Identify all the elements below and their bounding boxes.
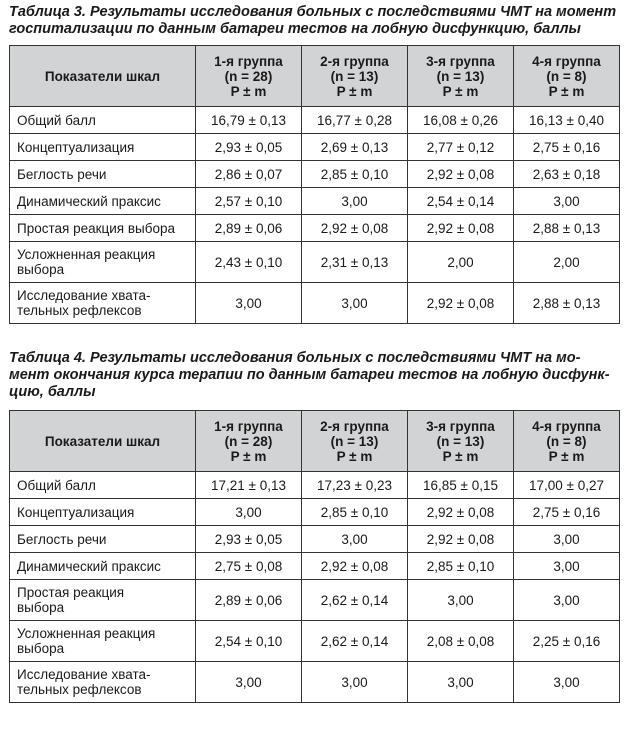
row-label-line: выбора xyxy=(17,262,65,277)
group-size: (n = 13) xyxy=(436,433,485,449)
cell-value: 2,75 ± 0,08 xyxy=(196,553,302,580)
group-size: (n = 8) xyxy=(546,433,587,449)
cell-value: 3,00 xyxy=(514,662,620,703)
column-header-group-1 xyxy=(196,411,302,472)
group-name: 1-я группа xyxy=(214,53,283,69)
group-size: (n = 13) xyxy=(436,68,485,84)
cell-value: 2,92 ± 0,08 xyxy=(408,283,514,324)
row-label: Простая реакция выбора xyxy=(10,215,196,242)
cell-value: 2,25 ± 0,16 xyxy=(514,621,620,662)
group-size: (n = 28) xyxy=(224,433,273,449)
table-row xyxy=(10,580,620,621)
row-label: Беглость речи xyxy=(10,161,196,188)
cell-value: 16,79 ± 0,13 xyxy=(196,107,302,134)
row-label xyxy=(10,621,196,662)
cell-value: 3,00 xyxy=(514,526,620,553)
cell-value: 2,86 ± 0,07 xyxy=(196,161,302,188)
cell-value: 16,85 ± 0,15 xyxy=(408,472,514,499)
cell-value: 3,00 xyxy=(196,662,302,703)
cell-value: 2,75 ± 0,16 xyxy=(514,499,620,526)
group-size: (n = 13) xyxy=(330,433,379,449)
table-row xyxy=(10,283,620,324)
row-label-line: тельных рефлексов xyxy=(17,682,142,697)
group-stat: P ± m xyxy=(336,448,373,464)
row-label-line: Усложненная реакция xyxy=(17,626,156,641)
table-row xyxy=(10,188,620,215)
table-row xyxy=(10,107,620,134)
table-row xyxy=(10,621,620,662)
row-label-line: выбора xyxy=(17,600,65,615)
cell-value: 2,85 ± 0,10 xyxy=(408,553,514,580)
group-size: (n = 13) xyxy=(330,68,379,84)
group-stat: P ± m xyxy=(336,83,373,99)
cell-value: 16,13 ± 0,40 xyxy=(514,107,620,134)
cell-value: 3,00 xyxy=(302,283,408,324)
table-row xyxy=(10,242,620,283)
group-stat: P ± m xyxy=(442,83,479,99)
cell-value: 3,00 xyxy=(196,499,302,526)
cell-value: 2,88 ± 0,13 xyxy=(514,215,620,242)
cell-value: 2,54 ± 0,14 xyxy=(408,188,514,215)
row-label: Общий балл xyxy=(10,107,196,134)
table-row xyxy=(10,134,620,161)
row-label xyxy=(10,242,196,283)
table-row xyxy=(10,662,620,703)
cell-value: 3,00 xyxy=(408,662,514,703)
cell-value: 2,92 ± 0,08 xyxy=(408,215,514,242)
cell-value: 2,93 ± 0,05 xyxy=(196,134,302,161)
table-3-caption: Таблица 3. Результаты исследования больных с последствиями ЧМТ на момент госпитализации по данным батареи тестов на лобную дисфункцию, баллы xyxy=(9,4,617,37)
table-header-row xyxy=(10,46,620,107)
column-header-group-3 xyxy=(408,411,514,472)
column-header-group-1 xyxy=(196,46,302,107)
cell-value: 2,89 ± 0,06 xyxy=(196,215,302,242)
group-stat: P ± m xyxy=(548,83,585,99)
row-label xyxy=(10,283,196,324)
cell-value: 2,08 ± 0,08 xyxy=(408,621,514,662)
cell-value: 16,08 ± 0,26 xyxy=(408,107,514,134)
table-row xyxy=(10,472,620,499)
cell-value: 3,00 xyxy=(514,553,620,580)
cell-value: 2,62 ± 0,14 xyxy=(302,621,408,662)
cell-value: 2,92 ± 0,08 xyxy=(302,553,408,580)
column-header-group-4 xyxy=(514,46,620,107)
row-label xyxy=(10,580,196,621)
group-stat: P ± m xyxy=(442,448,479,464)
column-header-group-3 xyxy=(408,46,514,107)
group-name: 2-я группа xyxy=(320,53,389,69)
table-row xyxy=(10,499,620,526)
table-row xyxy=(10,553,620,580)
group-name: 1-я группа xyxy=(214,418,283,434)
table-row xyxy=(10,215,620,242)
cell-value: 17,23 ± 0,23 xyxy=(302,472,408,499)
cell-value: 3,00 xyxy=(408,580,514,621)
row-label-line: выбора xyxy=(17,641,65,656)
group-stat: P ± m xyxy=(230,83,267,99)
cell-value: 2,92 ± 0,08 xyxy=(302,215,408,242)
cell-value: 2,62 ± 0,14 xyxy=(302,580,408,621)
cell-value: 2,85 ± 0,10 xyxy=(302,499,408,526)
group-name: 3-я группа xyxy=(426,418,495,434)
cell-value: 2,75 ± 0,16 xyxy=(514,134,620,161)
group-size: (n = 28) xyxy=(224,68,273,84)
group-name: 2-я группа xyxy=(320,418,389,434)
group-name: 4-я группа xyxy=(532,418,601,434)
column-header-indicators: Показатели шкал xyxy=(10,46,196,107)
group-stat: P ± m xyxy=(548,448,585,464)
cell-value: 2,69 ± 0,13 xyxy=(302,134,408,161)
row-label: Концептуализация xyxy=(10,134,196,161)
group-name: 4-я группа xyxy=(532,53,601,69)
column-header-group-2 xyxy=(302,46,408,107)
cell-value: 3,00 xyxy=(514,580,620,621)
row-label: Динамический праксис xyxy=(10,188,196,215)
cell-value: 2,93 ± 0,05 xyxy=(196,526,302,553)
table-header-row xyxy=(10,411,620,472)
cell-value: 2,43 ± 0,10 xyxy=(196,242,302,283)
group-stat: P ± m xyxy=(230,448,267,464)
row-label-line: Простая реакция xyxy=(17,585,125,600)
cell-value: 2,00 xyxy=(408,242,514,283)
row-label: Беглость речи xyxy=(10,526,196,553)
cell-value: 2,92 ± 0,08 xyxy=(408,499,514,526)
cell-value: 3,00 xyxy=(302,662,408,703)
cell-value: 17,00 ± 0,27 xyxy=(514,472,620,499)
row-label xyxy=(10,662,196,703)
cell-value: 2,92 ± 0,08 xyxy=(408,526,514,553)
cell-value: 2,00 xyxy=(514,242,620,283)
cell-value: 2,57 ± 0,10 xyxy=(196,188,302,215)
row-label: Концептуализация xyxy=(10,499,196,526)
table-row xyxy=(10,161,620,188)
row-label-line: Усложненная реакция xyxy=(17,247,156,262)
cell-value: 16,77 ± 0,28 xyxy=(302,107,408,134)
cell-value: 2,85 ± 0,10 xyxy=(302,161,408,188)
cell-value: 2,63 ± 0,18 xyxy=(514,161,620,188)
column-header-indicators: Показатели шкал xyxy=(10,411,196,472)
column-header-group-2 xyxy=(302,411,408,472)
cell-value: 17,21 ± 0,13 xyxy=(196,472,302,499)
cell-value: 2,88 ± 0,13 xyxy=(514,283,620,324)
cell-value: 2,54 ± 0,10 xyxy=(196,621,302,662)
row-label: Динамический праксис xyxy=(10,553,196,580)
table-3 xyxy=(9,45,620,324)
group-name: 3-я группа xyxy=(426,53,495,69)
table-4-caption: Таблица 4. Результаты исследования больных с последствиями ЧМТ на мо-мент окончания курса терапии по данным батареи тестов на лобную дисфунк-цию, баллы xyxy=(9,350,610,400)
cell-value: 3,00 xyxy=(302,188,408,215)
row-label-line: Исследование хвата- xyxy=(17,667,151,682)
row-label-line: тельных рефлексов xyxy=(17,303,142,318)
table-4 xyxy=(9,410,620,703)
cell-value: 2,77 ± 0,12 xyxy=(408,134,514,161)
row-label: Общий балл xyxy=(10,472,196,499)
column-header-group-4 xyxy=(514,411,620,472)
cell-value: 2,92 ± 0,08 xyxy=(408,161,514,188)
cell-value: 3,00 xyxy=(514,188,620,215)
cell-value: 2,89 ± 0,06 xyxy=(196,580,302,621)
group-size: (n = 8) xyxy=(546,68,587,84)
cell-value: 2,31 ± 0,13 xyxy=(302,242,408,283)
cell-value: 3,00 xyxy=(302,526,408,553)
row-label-line: Исследование хвата- xyxy=(17,288,151,303)
table-row xyxy=(10,526,620,553)
cell-value: 3,00 xyxy=(196,283,302,324)
